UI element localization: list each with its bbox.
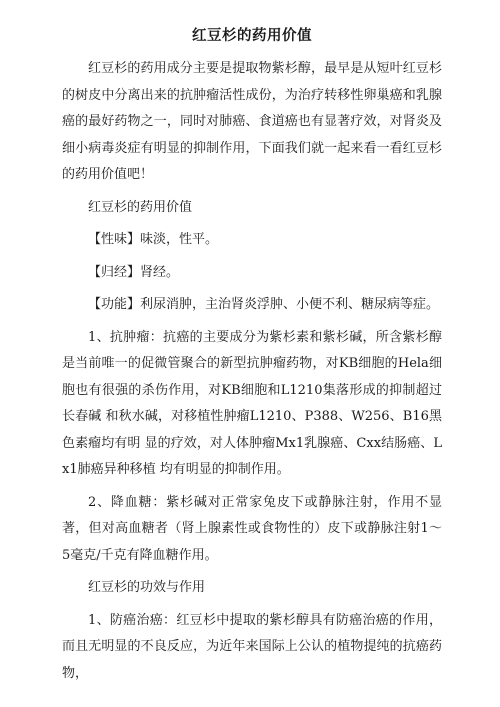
blood-sugar-paragraph: 2、降血糖：紫杉碱对正常家兔皮下或静脉注射，作用不显著，但对高血糖者（肾上腺素性或食物性的）皮下或静脉注射1～5毫克/千克有降血糖作用。 <box>62 494 442 563</box>
section-heading-effects: 红豆杉的功效与作用 <box>88 580 206 595</box>
anticancer-paragraph: 1、防癌治癌：红豆杉中提取的紫杉醇具有防癌治癌的作用，而且无明显的不良反应，为近年来国际上公认的植物提纯的抗癌药物， <box>62 612 442 681</box>
property-function: 【功能】利尿消肿，主治肾炎浮肿、小便不利、糖尿病等症。 <box>88 297 440 312</box>
document-title: 红豆杉的药用价值 <box>192 27 312 44</box>
intro-paragraph: 红豆杉的药用成分主要是提取物紫杉醇，最早是从短叶红豆杉的树皮中分离出来的抗肿瘤活性成份，为治疗转移性卵巢癌和乳腺癌的最好药物之一，同时对肺癌、食道癌也有显著疗效，对肾炎及细小病毒炎症有明显的抑制作用，下面我们就一起来看一看红豆杉的药用价值吧！ <box>62 61 442 182</box>
section-heading-medicinal-value: 红豆杉的药用价值 <box>88 199 193 215</box>
property-meridian: 【归经】肾经。 <box>88 264 180 280</box>
antitumor-paragraph: 1、抗肿瘤：抗癌的主要成分为紫杉素和紫杉碱，所含紫杉醇是当前唯一的促微管聚合的新型抗肿瘤药物，对KB细胞的Hela细胞也有很强的杀伤作用，对KB细胞和L1210集落形成的抑制超过长春碱 和秋水碱，对移植性肿瘤L1210、P388、W256、B16黑色素瘤均有明 显的疗效，对人体肿瘤Mx1乳腺癌、Cxx结肠癌、Lx1肺癌异种移植 均有明显的抑制作用。 <box>62 329 442 477</box>
property-taste: 【性味】味淡，性平。 <box>88 232 219 247</box>
